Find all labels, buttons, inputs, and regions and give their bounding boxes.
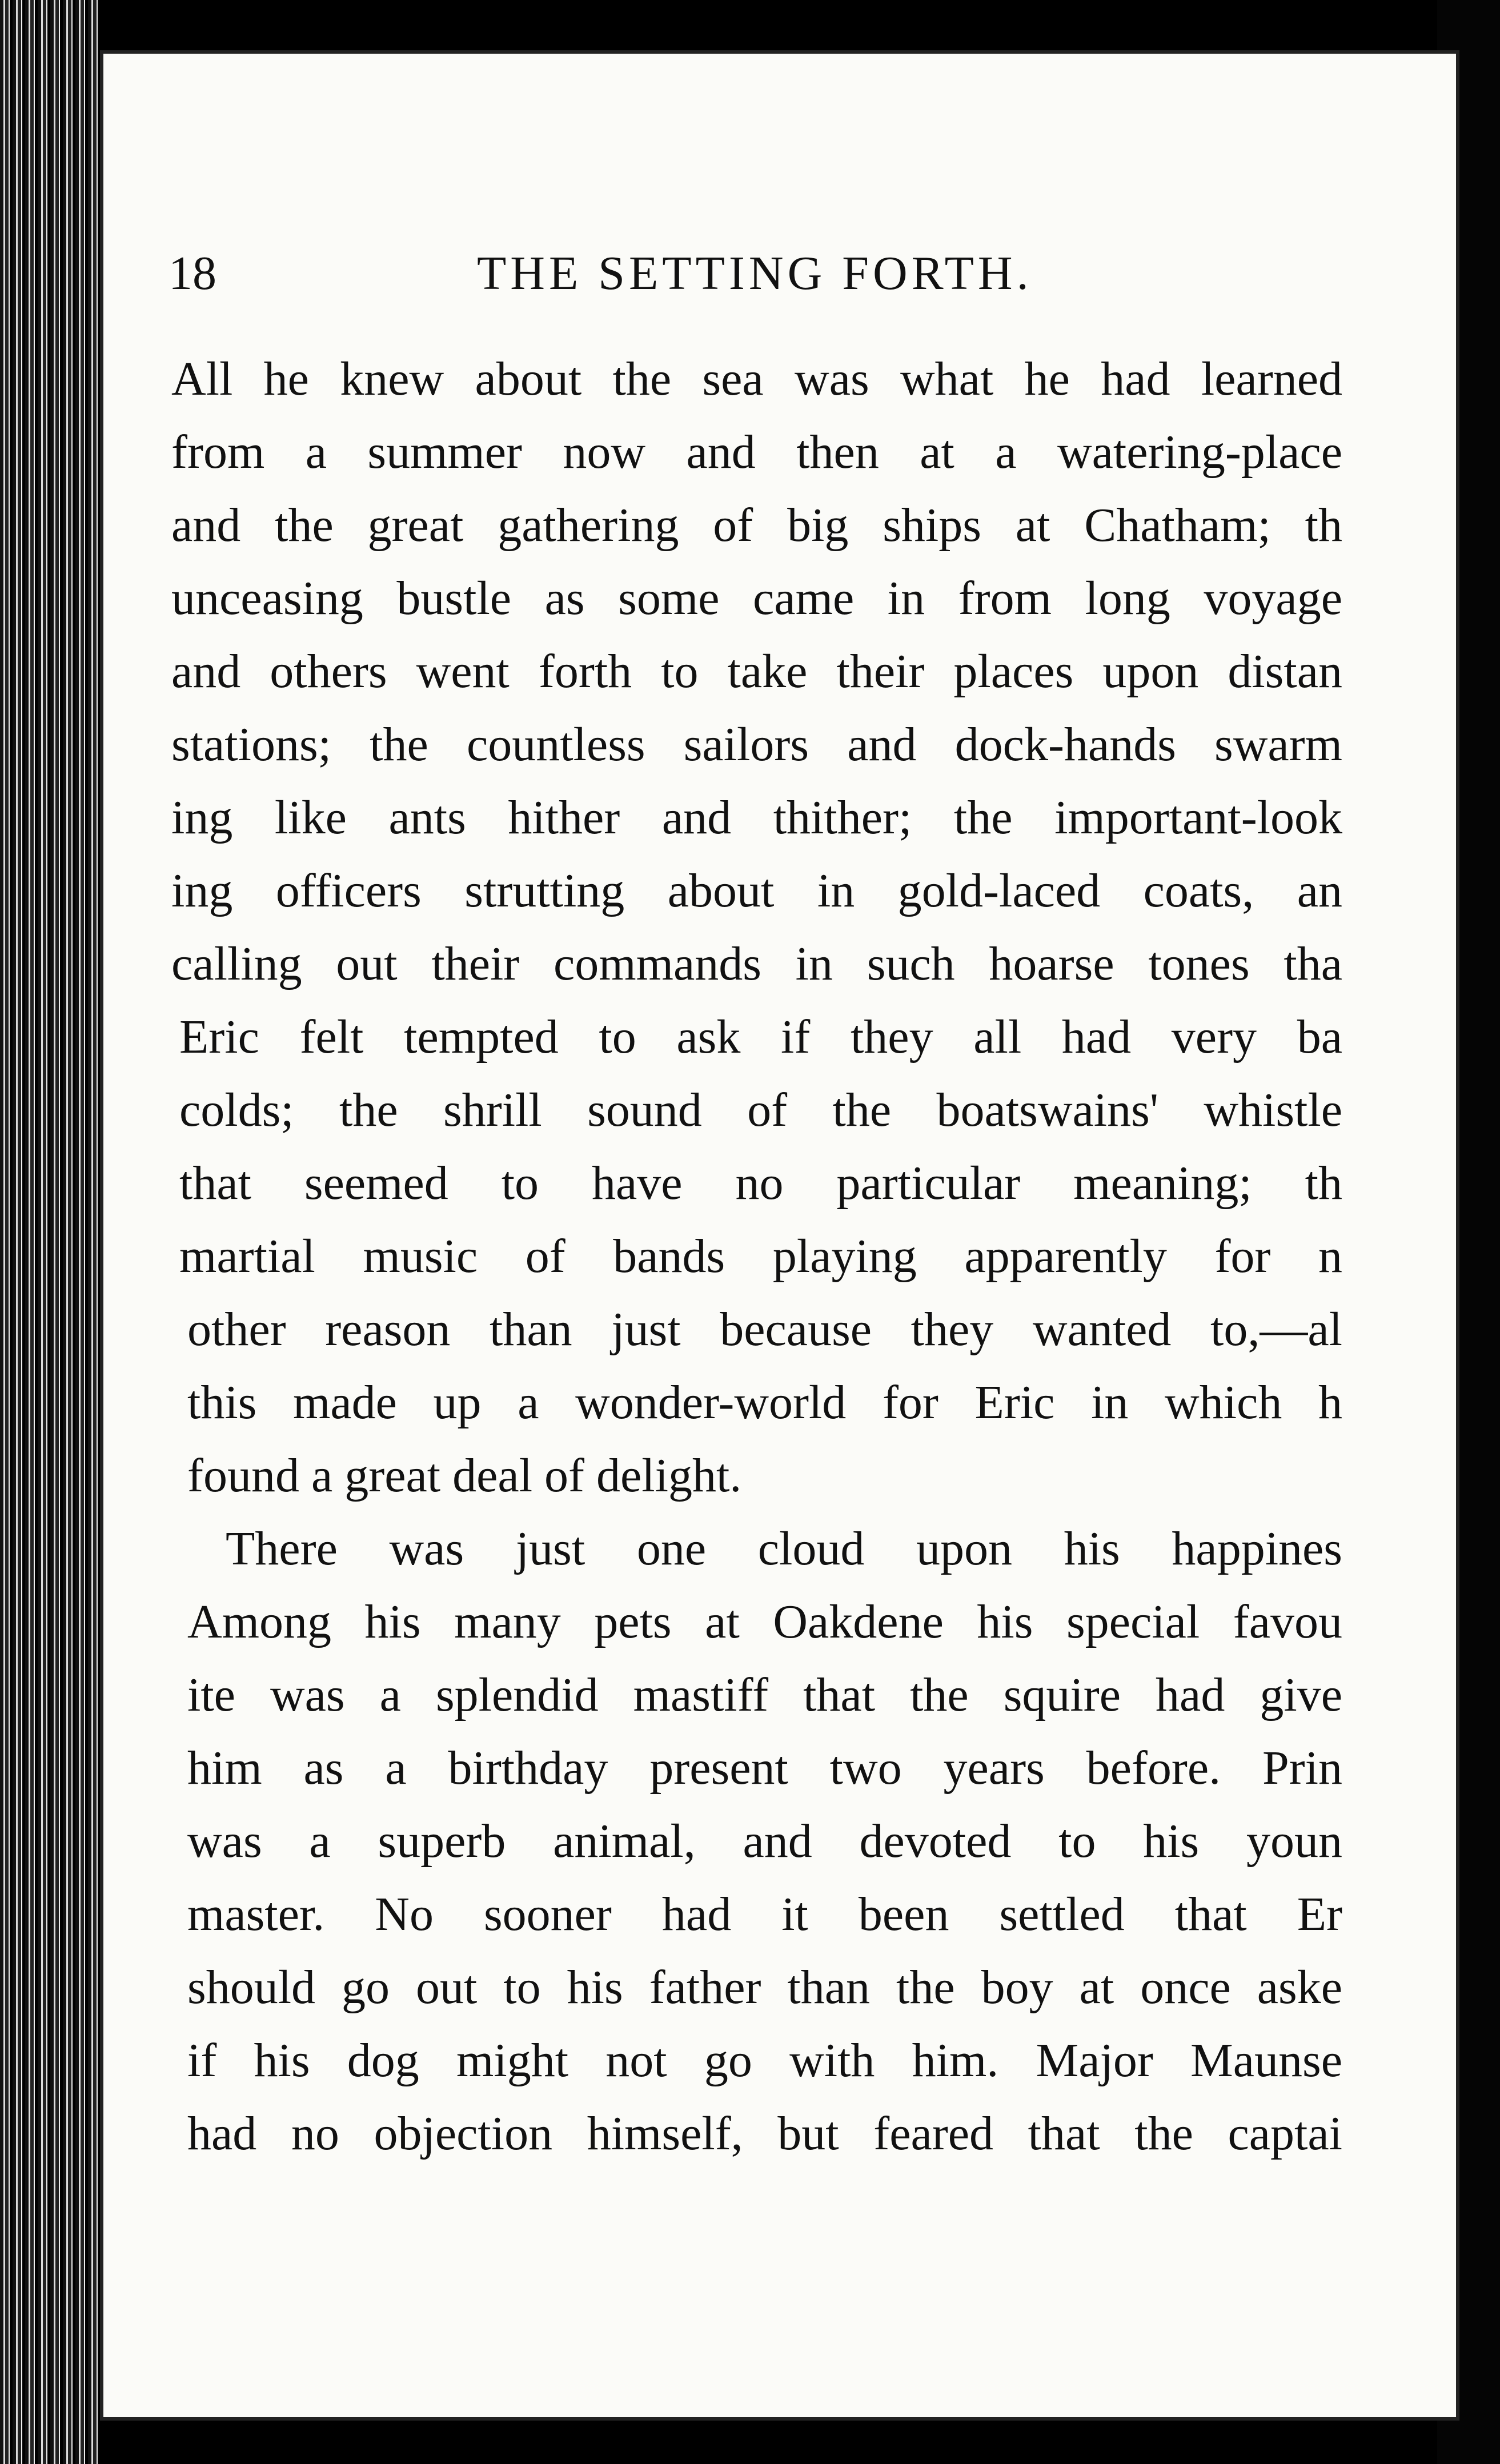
text-line: this made up a wonder-world for Eric in which h — [187, 1376, 1342, 1429]
text-line: ing like ants hither and thither; the important-look — [171, 791, 1342, 844]
text-line: him as a birthday present two years before. Prin — [187, 1741, 1342, 1795]
body-text — [171, 343, 1342, 2228]
text-line: was a superb animal, and devoted to his youn — [187, 1815, 1342, 1868]
text-line: other reason than just because they wanted to,—al — [187, 1303, 1342, 1356]
text-line: that seemed to have no particular meaning; th — [179, 1157, 1342, 1210]
text-line: should go out to his father than the boy at once aske — [187, 1961, 1342, 2014]
running-head: THE SETTING FORTH. — [477, 247, 1033, 300]
page-header — [169, 246, 1208, 308]
text-line: martial music of bands playing apparently for n — [179, 1230, 1342, 1283]
text-line: ing officers strutting about in gold-laced coats, an — [171, 864, 1342, 917]
text-line: if his dog might not go with him. Major Maunse — [187, 2034, 1342, 2087]
text-line: Eric felt tempted to ask if they all had very ba — [179, 1010, 1342, 1064]
text-line: colds; the shrill sound of the boatswains' whistle — [179, 1083, 1342, 1137]
text-line: calling out their commands in such hoarse tones tha — [171, 937, 1342, 990]
book-binding-edge — [0, 0, 100, 2464]
text-line: from a summer now and then at a watering-place — [171, 426, 1342, 479]
text-line: There was just one cloud upon his happines — [226, 1522, 1342, 1575]
text-line: master. No sooner had it been settled that Er — [187, 1888, 1342, 1941]
page-number: 18 — [169, 247, 216, 300]
text-line: had no objection himself, but feared that the captai — [187, 2107, 1342, 2160]
text-line: unceasing bustle as some came in from long voyage — [171, 572, 1342, 625]
text-line: Among his many pets at Oakdene his special favou — [187, 1595, 1342, 1648]
text-line: and the great gathering of big ships at Chatham; th — [171, 499, 1342, 552]
text-line: found a great deal of delight. — [187, 1449, 742, 1502]
text-line: ite was a splendid mastiff that the squire had give — [187, 1668, 1342, 1721]
text-line: and others went forth to take their places upon distan — [171, 645, 1342, 698]
text-line: All he knew about the sea was what he had learned — [171, 352, 1342, 406]
text-line: stations; the countless sailors and dock-hands swarm — [171, 718, 1342, 771]
